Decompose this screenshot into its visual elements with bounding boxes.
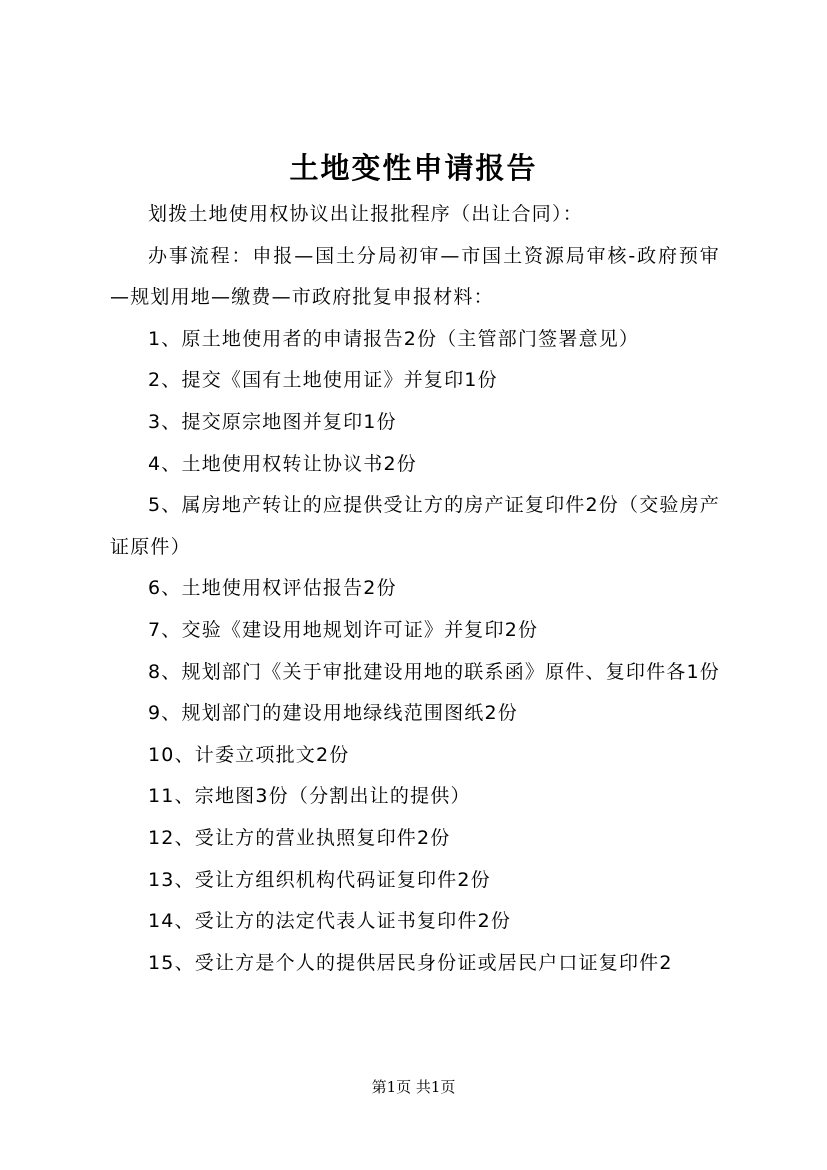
document-body (110, 194, 720, 984)
list-item: 3、提交原宗地图并复印1份 (148, 410, 397, 433)
list-item: 14、受让方的法定代表人证书复印件2份 (148, 910, 512, 933)
document-title: 土地变性申请报告 (289, 151, 538, 185)
list-item: 4、土地使用权转让协议书2份 (148, 452, 417, 475)
list-item: 8、规划部门《关于审批建设用地的联系函》原件、复印件各1份 (148, 660, 720, 683)
list-item: 11、宗地图3份（分割出让的提供） (148, 785, 471, 808)
list-item: 12、受让方的营业执照复印件2份 (148, 826, 451, 849)
list-item: 7、交验《建设用地规划许可证》并复印2份 (148, 618, 539, 641)
paragraph: 办事流程：申报—国土分局初审—市国土资源局审核-政府预审—规划用地—缴费—市政府批复申报材料： (110, 244, 720, 309)
list-item: 10、计委立项批文2份 (148, 743, 350, 766)
list-item: 13、受让方组织机构代码证复印件2份 (148, 868, 491, 891)
list-item: 6、土地使用权评估报告2份 (148, 577, 397, 600)
list-item: 5、属房地产转让的应提供受让方的房产证复印件2份（交验房产证原件） (110, 494, 720, 558)
list-item: 15、受让方是个人的提供居民身份证或居民户口证复印件2 (148, 951, 673, 974)
page-number: 第1页 共1页 (371, 1078, 456, 1096)
list-item: 9、规划部门的建设用地绿线范围图纸2份 (148, 702, 518, 725)
list-item: 2、提交《国有土地使用证》并复印1份 (148, 369, 498, 392)
paragraph: 划拨土地使用权协议出让报批程序（出让合同）： (148, 203, 583, 225)
list-item: 1、原土地使用者的申请报告2份（主管部门签署意见） (148, 327, 640, 350)
